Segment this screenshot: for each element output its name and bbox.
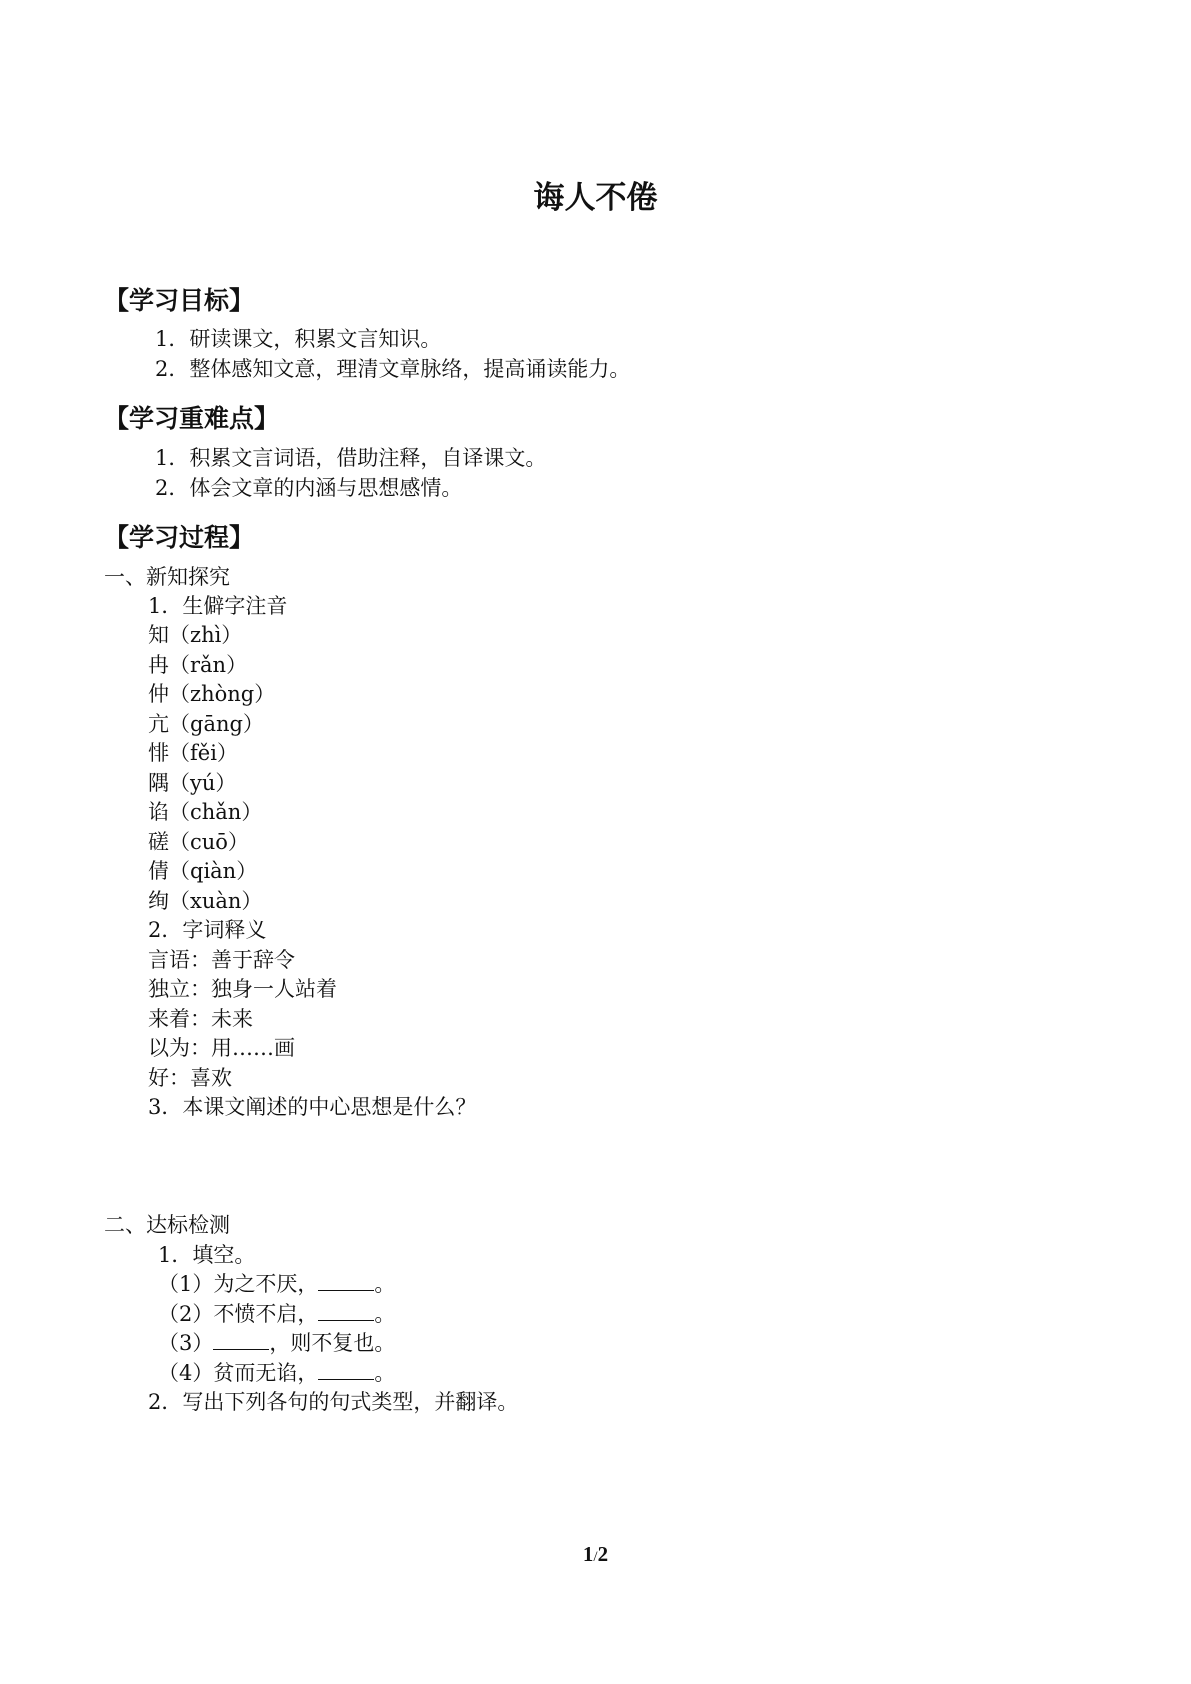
definition-item: 来着：未来: [148, 1007, 253, 1031]
page-number: [0, 1542, 1191, 1567]
definition-item: 以为：用……画: [148, 1036, 295, 1060]
pinyin-item: 倩（qiàn）: [148, 859, 258, 883]
pinyin-item: 悱（fěi）: [148, 741, 238, 765]
fill-blank-3: [158, 1329, 395, 1358]
fill-blank-4-text: （4）贫而无谄，: [158, 1361, 319, 1385]
pinyin-item: 谄（chǎn）: [148, 800, 263, 824]
definition-item: 独立：独身一人站着: [148, 977, 337, 1001]
part1-q3: 3．本课文阐述的中心思想是什么？: [148, 1095, 477, 1119]
page-title: 诲人不倦: [533, 180, 658, 216]
blank-line[interactable]: [318, 1361, 374, 1380]
blank-line[interactable]: [213, 1331, 269, 1350]
pinyin-item: 亢（gāng）: [148, 712, 264, 736]
pinyin-item: 知（zhì）: [148, 623, 243, 647]
fill-blank-1: [158, 1270, 395, 1299]
pinyin-item: 冉（rǎn）: [148, 653, 248, 677]
part1-q2: 2．字词释义: [148, 918, 267, 942]
part2-title: 二、达标检测: [104, 1213, 230, 1237]
part1-q1: 1．生僻字注音: [148, 594, 288, 618]
definition-item: 言语：善于辞令: [148, 948, 295, 972]
pinyin-item: 磋（cuō）: [148, 830, 249, 854]
page-total: 2: [597, 1542, 609, 1566]
goal-item-1: 1．研读课文，积累文言知识。: [155, 327, 442, 351]
page-separator: /: [593, 1549, 598, 1565]
heading-process: 【学习过程】: [104, 523, 255, 552]
fill-blank-2: [158, 1300, 395, 1329]
page-current: 1: [582, 1542, 594, 1566]
part2-q1: 1．填空。: [158, 1243, 256, 1267]
fill-blank-4: [158, 1359, 395, 1388]
fill-blank-1-text: （1）为之不厌，: [158, 1272, 319, 1296]
heading-key-points: 【学习重难点】: [104, 404, 280, 433]
fill-blank-3-end: ，则不复也。: [269, 1331, 396, 1355]
fill-blank-2-end: 。: [374, 1302, 396, 1326]
key-point-item-2: 2．体会文章的内涵与思想感情。: [155, 476, 463, 500]
fill-blank-3-text: （3）: [158, 1331, 214, 1355]
fill-blank-2-text: （2）不愤不启，: [158, 1302, 319, 1326]
goal-item-2: 2．整体感知文意，理清文章脉络，提高诵读能力。: [155, 357, 631, 381]
blank-line[interactable]: [318, 1272, 374, 1291]
fill-blank-1-end: 。: [374, 1272, 396, 1296]
blank-line[interactable]: [318, 1302, 374, 1321]
key-point-item-1: 1．积累文言词语，借助注释，自译课文。: [155, 446, 547, 470]
pinyin-item: 绚（xuàn）: [148, 889, 263, 913]
part2-q2: 2．写出下列各句的句式类型，并翻译。: [148, 1390, 519, 1414]
heading-goals: 【学习目标】: [104, 286, 255, 315]
pinyin-item: 隅（yú）: [148, 771, 237, 795]
part1-title: 一、新知探究: [104, 565, 230, 589]
fill-blank-4-end: 。: [374, 1361, 396, 1385]
pinyin-item: 仲（zhòng）: [148, 682, 276, 706]
definition-item: 好：喜欢: [148, 1066, 232, 1090]
